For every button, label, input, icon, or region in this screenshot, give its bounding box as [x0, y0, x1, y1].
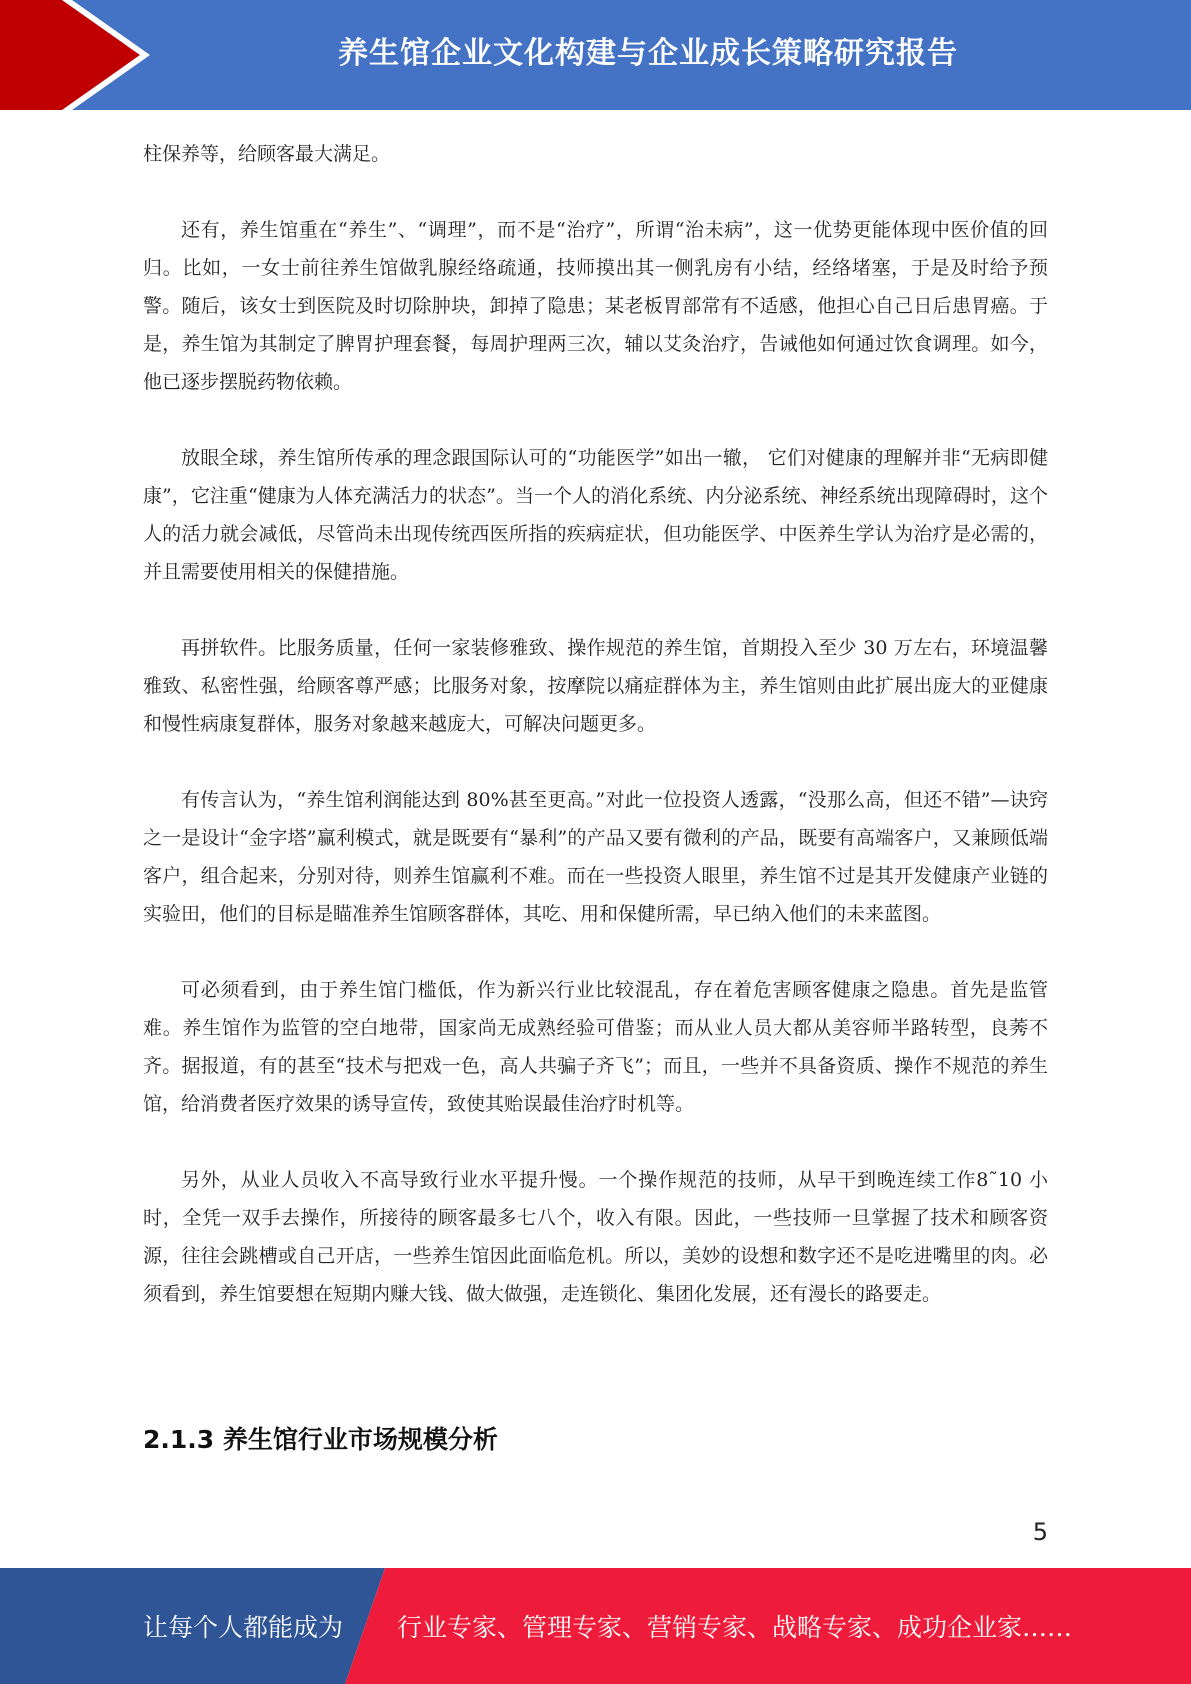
page-footer: [0, 1568, 1191, 1684]
page-header: [0, 0, 1191, 110]
paragraph-2: 还有，养生馆重在“养生”、“调理”，而不是“治疗”，所谓“治未病”，这一优势更能体现中医价值的回归。比如，一女士前往养生馆做乳腺经络疏通，技师摸出其一侧乳房有小结，经络堵塞，于是及时给予预警。随后，该女士到医院及时切除肿块，卸掉了隐患；某老板胃部常有不适感，他担心自己日后患胃癌。于是，养生馆为其制定了脾胃护理套餐，每周护理两三次，辅以艾灸治疗，告诫他如何通过饮食调理。如今，他已逐步摆脱药物依赖。: [143, 219, 1048, 393]
document-body: [143, 135, 1048, 1351]
paragraph-3: 放眼全球，养生馆所传承的理念跟国际认可的“功能医学”如出一辙， 它们对健康的理解并非“无病即健康”，它注重“健康为人体充满活力的状态”。当一个人的消化系统、内分泌系统、神经系统出现障碍时，这个人的活力就会减低，尽管尚未出现传统西医所指的疾病症状，但功能医学、中医养生学认为治疗是必需的，并且需要使用相关的保健措施。: [143, 447, 1048, 583]
page-number: 5: [1032, 1518, 1048, 1546]
footer-slogan-left: 让每个人都能成为: [143, 1613, 344, 1642]
header-arrow-decoration: [0, 0, 160, 110]
paragraph-6: 可必须看到，由于养生馆门槛低，作为新兴行业比较混乱，存在着危害顾客健康之隐患。首先是监管难。养生馆作为监管的空白地带，国家尚无成熟经验可借鉴；而从业人员大都从美容师半路转型，良莠不齐。据报道，有的甚至“技术与把戏一色，高人共骗子齐飞”；而且，一些并不具备资质、操作不规范的养生馆，给消费者医疗效果的诱导宣传，致使其贻误最佳治疗时机等。: [143, 979, 1048, 1115]
paragraph-4: 再拼软件。比服务质量，任何一家装修雅致、操作规范的养生馆，首期投入至少 30 万左右，环境温馨雅致、私密性强，给顾客尊严感；比服务对象，按摩院以痛症群体为主，养生馆则由此扩展出庞大的亚健康和慢性病康复群体，服务对象越来越庞大，可解决问题更多。: [143, 637, 1048, 735]
paragraph-1: 柱保养等，给顾客最大满足。: [143, 143, 391, 165]
document-title: 养生馆企业文化构建与企业成长策略研究报告: [338, 36, 958, 71]
footer-slogan-right: 行业专家、管理专家、营销专家、战略专家、成功企业家……: [397, 1613, 1073, 1642]
paragraph-5: 有传言认为，“养生馆利润能达到 80%甚至更高。”对此一位投资人透露，“没那么高，但还不错”—诀窍之一是设计“金字塔”赢利模式，就是既要有“暴利”的产品又要有微利的产品，既要有高端客户，又兼顾低端客户，组合起来，分别对待，则养生馆赢利不难。而在一些投资人眼里，养生馆不过是其开发健康产业链的实验田，他们的目标是瞄准养生馆顾客群体，其吃、用和保健所需，早已纳入他们的未来蓝图。: [143, 789, 1048, 925]
paragraph-7: 另外，从业人员收入不高导致行业水平提升慢。一个操作规范的技师，从早干到晚连续工作8˜10 小时，全凭一双手去操作，所接待的顾客最多七八个，收入有限。因此，一些技师一旦掌握了技术和顾客资源，往往会跳槽或自己开店，一些养生馆因此面临危机。所以，美妙的设想和数字还不是吃进嘴里的肉。必须看到，养生馆要想在短期内赚大钱、做大做强，走连锁化、集团化发展，还有漫长的路要走。: [143, 1169, 1048, 1305]
section-heading: 2.1.3 养生馆行业市场规模分析: [143, 1425, 498, 1454]
